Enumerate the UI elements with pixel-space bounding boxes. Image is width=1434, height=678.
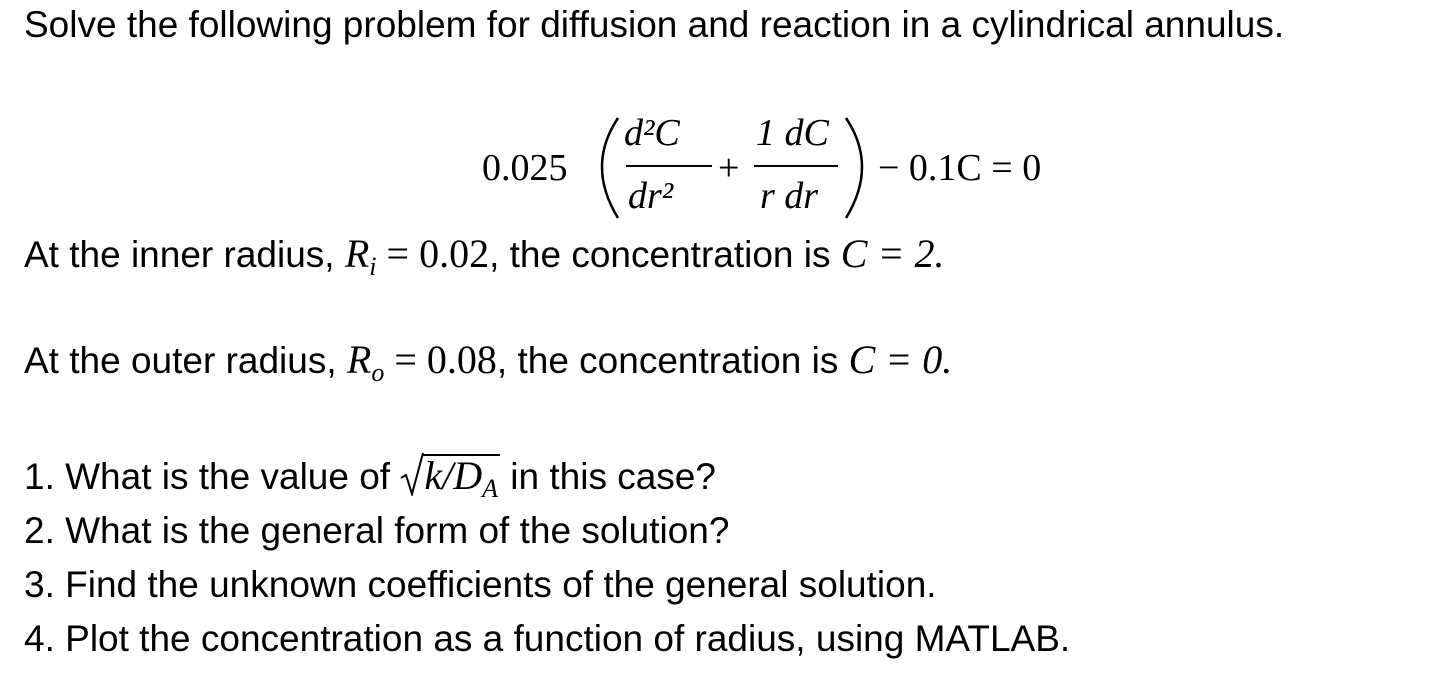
sqrt-content: k/D xyxy=(424,453,483,498)
outer-symbol: R xyxy=(346,337,372,382)
diffusion-equation xyxy=(0,100,1434,235)
inner-concentration: C = 2. xyxy=(840,231,945,276)
term1-numerator: d²C xyxy=(624,112,680,154)
sqrt-expression xyxy=(400,453,500,503)
outer-prefix: At the outer radius, xyxy=(24,340,347,381)
inner-prefix: At the inner radius, xyxy=(24,234,345,275)
question-1 xyxy=(24,453,716,503)
right-paren xyxy=(846,118,862,218)
q1-suffix: in this case? xyxy=(500,456,716,497)
equation-coefficient: 0.025 xyxy=(482,147,568,189)
term2-numerator: 1 dC xyxy=(756,112,829,154)
sqrt-subscript: A xyxy=(482,474,499,503)
term1-denominator: dr² xyxy=(628,175,674,217)
question-3: 3. Find the unknown coefficients of the general solution. xyxy=(24,564,937,605)
inner-radius-text xyxy=(24,231,945,281)
question-4: 4. Plot the concentration as a function of radius, using MATLAB. xyxy=(24,618,1071,659)
outer-subscript: o xyxy=(371,358,385,387)
intro-text: Solve the following problem for diffusion and reaction in a cylindrical annulus. xyxy=(24,4,1285,45)
question-2: 2. What is the general form of the solution? xyxy=(24,510,730,551)
inner-subscript: i xyxy=(369,252,377,281)
term2-denominator: r dr xyxy=(760,175,819,217)
q1-prefix: 1. What is the value of xyxy=(24,456,401,497)
inner-symbol: R xyxy=(344,231,370,276)
equation-rest: − 0.1C = 0 xyxy=(878,147,1042,189)
inner-middle: , the concentration is xyxy=(489,234,841,275)
outer-value: = 0.08 xyxy=(384,337,497,382)
outer-concentration: C = 0. xyxy=(848,337,953,382)
outer-radius-text xyxy=(24,337,953,387)
inner-value: = 0.02 xyxy=(376,231,490,276)
sqrt-sign-icon xyxy=(400,452,424,496)
outer-middle: , the concentration is xyxy=(496,340,849,381)
left-paren xyxy=(602,118,618,218)
plus-sign: + xyxy=(718,147,740,189)
